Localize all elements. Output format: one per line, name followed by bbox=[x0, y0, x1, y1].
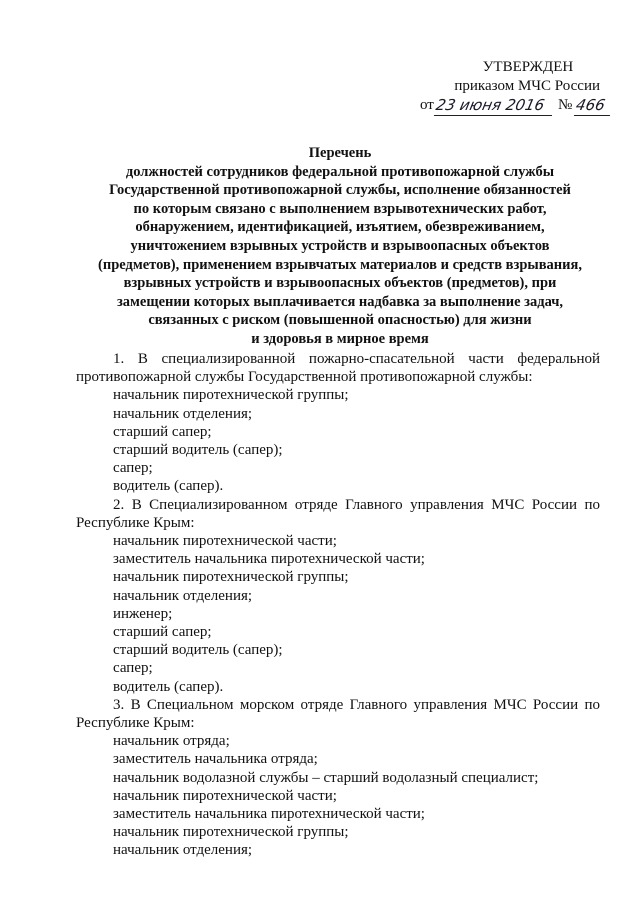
title-line: по которым связано с выполнением взрывотехнических работ, bbox=[133, 200, 547, 217]
handwritten-date: 23 июня 2016 bbox=[434, 96, 556, 116]
title-line: замещении которых выплачивается надбавка за выполнение задач, bbox=[116, 293, 564, 310]
section-heading: 1. В специализированной пожарно-спасательной части федеральной противопожарной службы Государственной противопожарной службы: bbox=[76, 351, 600, 386]
list-item: сапер; bbox=[113, 660, 153, 677]
document-title bbox=[70, 144, 610, 349]
list-item: начальник отделения; bbox=[113, 842, 253, 859]
title-line: и здоровья в мирное время bbox=[251, 330, 429, 347]
list-item: начальник отделения; bbox=[113, 587, 253, 604]
title-line: уничтожением взрывных устройств и взрывоопасных объектов bbox=[130, 237, 550, 254]
list-item: сапер; bbox=[113, 460, 153, 477]
list-item: начальник пиротехнической группы; bbox=[113, 569, 349, 586]
approval-dateline bbox=[418, 96, 608, 116]
list-item: начальник пиротехнической части; bbox=[113, 533, 337, 550]
list-item: заместитель начальника пиротехнической части; bbox=[113, 806, 425, 823]
title-line: связанных с риском (повышенной опасностью) для жизни bbox=[148, 312, 532, 329]
title-line: должностей сотрудников федеральной противопожарной службы bbox=[125, 163, 555, 180]
title-line: (предметов), применением взрывчатых материалов и средств взрывания, bbox=[98, 256, 582, 273]
list-item: начальник пиротехнической группы; bbox=[113, 387, 349, 404]
list-item: начальник пиротехнической группы; bbox=[113, 824, 349, 841]
approval-order: приказом МЧС России bbox=[454, 78, 600, 94]
list-item: начальник водолазной службы – старший водолазный специалист; bbox=[113, 769, 539, 786]
list-item: старший водитель (сапер); bbox=[113, 442, 283, 459]
number-prefix: № bbox=[558, 97, 573, 113]
approval-stamp: УТВЕРЖДЕН bbox=[482, 59, 574, 75]
title-heading: Перечень bbox=[308, 145, 372, 161]
list-item: начальник пиротехнической части; bbox=[113, 787, 337, 804]
list-item: водитель (сапер). bbox=[113, 478, 224, 495]
title-line: Государственной противопожарной службы, исполнение обязанностей bbox=[109, 182, 571, 199]
list-item: начальник отделения; bbox=[113, 405, 253, 422]
section-heading: 2. В Специализированном отряде Главного управления МЧС России по Республике Крым: bbox=[76, 496, 600, 531]
list-item: заместитель начальника отряда; bbox=[113, 751, 318, 768]
document-body bbox=[76, 350, 600, 860]
list-item: старший сапер; bbox=[113, 624, 212, 641]
list-item: водитель (сапер). bbox=[113, 678, 224, 695]
handwritten-number: 466 bbox=[574, 96, 614, 116]
section-heading: 3. В Специальном морском отряде Главного управления МЧС России по Республике Крым: bbox=[76, 696, 600, 732]
from-prefix: от bbox=[420, 97, 434, 113]
approval-block bbox=[418, 58, 608, 116]
list-item: старший сапер; bbox=[113, 423, 212, 440]
title-line: обнаружением, идентификацией, изъятием, обезвреживанием, bbox=[135, 219, 545, 236]
title-line: взрывных устройств и взрывоопасных объектов (предметов), при bbox=[123, 275, 557, 292]
list-item: инженер; bbox=[113, 605, 173, 622]
list-item: старший водитель (сапер); bbox=[113, 642, 283, 659]
list-item: начальник отряда; bbox=[113, 733, 230, 750]
list-item: заместитель начальника пиротехнической части; bbox=[113, 551, 425, 568]
